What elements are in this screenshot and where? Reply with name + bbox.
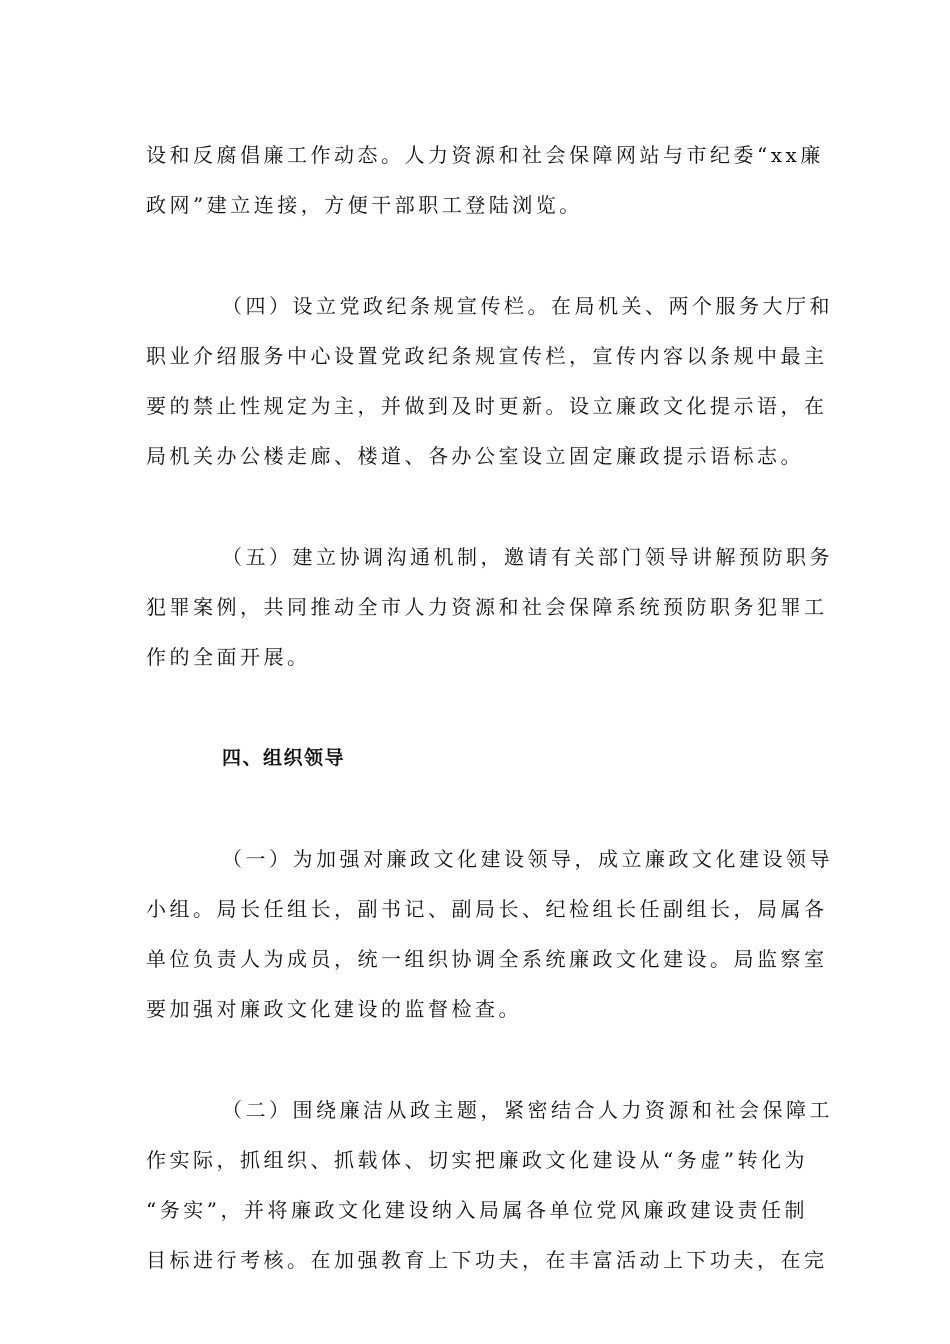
- text-line: （二）围绕廉洁从政主题，紧密结合人力资源和社会保障工: [222, 1098, 833, 1122]
- text-line: 犯罪案例，共同推动全市人力资源和社会保障系统预防职务犯罪工: [146, 595, 828, 619]
- text-line: 目标进行考核。在加强教育上下功夫，在丰富活动上下功夫，在完: [146, 1248, 828, 1272]
- text-line: 作的全面开展。: [146, 645, 311, 669]
- text-line: 要的禁止性规定为主，并做到及时更新。设立廉政文化提示语，在: [146, 394, 828, 418]
- text-line: 小组。局长任组长，副书记、副局长、纪检组长任副组长，局属各: [146, 897, 828, 921]
- text-line: 设和反腐倡廉工作动态。人力资源和社会保障网站与市纪委“xx廉: [146, 143, 824, 167]
- paragraph-5: [146, 1085, 833, 1285]
- text-line: “务实”，并将廉政文化建设纳入局属各单位党风廉政建设责任制: [146, 1198, 808, 1222]
- document-page: [146, 130, 833, 1285]
- text-line: 局机关办公楼走廊、楼道、各办公室设立固定廉政提示语标志。: [146, 444, 804, 468]
- paragraph-3: [146, 532, 833, 682]
- text-line: 单位负责人为成员，统一组织协调全系统廉政文化建设。局监察室: [146, 947, 828, 971]
- section-heading: 四、组织领导: [222, 747, 346, 769]
- text-line: 作实际，抓组织、抓载体、切实把廉政文化建设从“务虚”转化为: [146, 1148, 808, 1172]
- paragraph-2: [146, 281, 833, 481]
- text-line: 职业介绍服务中心设置党政纪条规宣传栏，宣传内容以条规中最主: [146, 344, 828, 368]
- text-line: （四）设立党政纪条规宣传栏。在局机关、两个服务大厅和: [222, 294, 833, 318]
- text-line: 政网”建立连接，方便干部职工登陆浏览。: [146, 193, 583, 217]
- paragraph-1: [146, 130, 824, 230]
- text-line: （一）为加强对廉政文化建设领导，成立廉政文化建设领导: [222, 847, 833, 871]
- text-line: 要加强对廉政文化建设的监督检查。: [146, 997, 522, 1021]
- paragraph-4: [146, 834, 833, 1034]
- text-line: （五）建立协调沟通机制，邀请有关部门领导讲解预防职务: [222, 545, 833, 569]
